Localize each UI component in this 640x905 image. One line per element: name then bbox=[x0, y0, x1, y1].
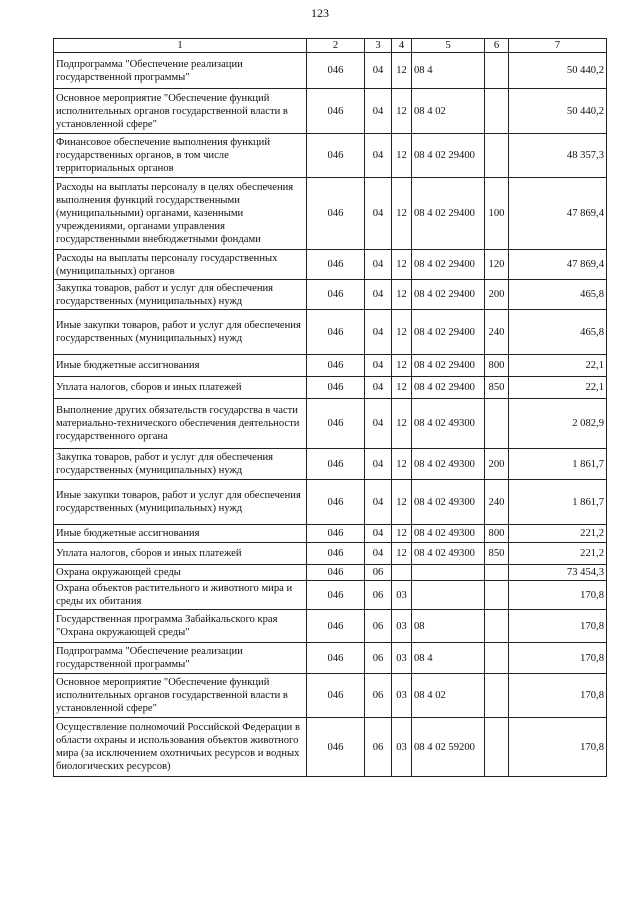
row-name-cell: Государственная программа Забайкальского края "Охрана окружающей среды" bbox=[54, 610, 307, 643]
row-name-cell: Охрана окружающей среды bbox=[54, 565, 307, 581]
section-cell: 04 bbox=[365, 89, 392, 134]
row-name-cell: Охрана объектов растительного и животного мира и среды их обитания bbox=[54, 581, 307, 610]
subsection-cell: 12 bbox=[392, 53, 412, 89]
target-article-cell: 08 4 bbox=[412, 643, 485, 674]
target-article-cell: 08 4 02 49300 bbox=[412, 399, 485, 449]
subsection-cell: 03 bbox=[392, 643, 412, 674]
admin-code-cell: 046 bbox=[307, 355, 365, 377]
expense-type-cell: 800 bbox=[485, 355, 509, 377]
admin-code-cell: 046 bbox=[307, 89, 365, 134]
column-number-row bbox=[54, 39, 607, 53]
row-name-cell: Иные закупки товаров, работ и услуг для обеспечения государственных (муниципальных) нужд bbox=[54, 310, 307, 355]
section-cell: 04 bbox=[365, 250, 392, 280]
admin-code-cell: 046 bbox=[307, 610, 365, 643]
table-row bbox=[54, 449, 607, 480]
section-cell: 04 bbox=[365, 543, 392, 565]
column-header: 4 bbox=[392, 39, 412, 53]
row-name-cell: Осуществление полномочий Российской Федерации в области охраны и использования объектов животного мира (за исключением охотничьих ресурсов и водных биологических ресурсов) bbox=[54, 718, 307, 777]
row-name-cell: Закупка товаров, работ и услуг для обеспечения государственных (муниципальных) нужд bbox=[54, 449, 307, 480]
section-cell: 06 bbox=[365, 674, 392, 718]
amount-cell: 465,8 bbox=[509, 310, 607, 355]
admin-code-cell: 046 bbox=[307, 525, 365, 543]
row-name-cell: Уплата налогов, сборов и иных платежей bbox=[54, 377, 307, 399]
expense-type-cell bbox=[485, 399, 509, 449]
amount-cell: 47 869,4 bbox=[509, 250, 607, 280]
table-header bbox=[54, 39, 607, 53]
row-name-cell: Основное мероприятие "Обеспечение функций исполнительных органов государственной власти в установленной сфере" bbox=[54, 89, 307, 134]
subsection-cell bbox=[392, 565, 412, 581]
amount-cell: 22,1 bbox=[509, 377, 607, 399]
expense-type-cell: 200 bbox=[485, 449, 509, 480]
amount-cell: 170,8 bbox=[509, 643, 607, 674]
table-row bbox=[54, 480, 607, 525]
expense-type-cell: 100 bbox=[485, 178, 509, 250]
expense-type-cell bbox=[485, 89, 509, 134]
section-cell: 04 bbox=[365, 178, 392, 250]
subsection-cell: 12 bbox=[392, 178, 412, 250]
amount-cell: 170,8 bbox=[509, 718, 607, 777]
subsection-cell: 03 bbox=[392, 718, 412, 777]
table-row bbox=[54, 355, 607, 377]
subsection-cell: 12 bbox=[392, 134, 412, 178]
expense-type-cell bbox=[485, 134, 509, 178]
target-article-cell: 08 4 bbox=[412, 53, 485, 89]
row-name-cell: Закупка товаров, работ и услуг для обеспечения государственных (муниципальных) нужд bbox=[54, 280, 307, 310]
target-article-cell: 08 4 02 59200 bbox=[412, 718, 485, 777]
amount-cell: 221,2 bbox=[509, 543, 607, 565]
page-number: 123 bbox=[311, 6, 329, 20]
table-row bbox=[54, 543, 607, 565]
amount-cell: 47 869,4 bbox=[509, 178, 607, 250]
amount-cell: 73 454,3 bbox=[509, 565, 607, 581]
subsection-cell: 03 bbox=[392, 610, 412, 643]
section-cell: 04 bbox=[365, 355, 392, 377]
admin-code-cell: 046 bbox=[307, 480, 365, 525]
subsection-cell: 12 bbox=[392, 525, 412, 543]
table-row bbox=[54, 399, 607, 449]
expense-type-cell: 240 bbox=[485, 310, 509, 355]
subsection-cell: 12 bbox=[392, 543, 412, 565]
table-row bbox=[54, 250, 607, 280]
admin-code-cell: 046 bbox=[307, 178, 365, 250]
admin-code-cell: 046 bbox=[307, 581, 365, 610]
admin-code-cell: 046 bbox=[307, 53, 365, 89]
admin-code-cell: 046 bbox=[307, 718, 365, 777]
amount-cell: 221,2 bbox=[509, 525, 607, 543]
column-header: 6 bbox=[485, 39, 509, 53]
table-row bbox=[54, 525, 607, 543]
table-row bbox=[54, 674, 607, 718]
subsection-cell: 12 bbox=[392, 449, 412, 480]
section-cell: 04 bbox=[365, 480, 392, 525]
expense-type-cell: 800 bbox=[485, 525, 509, 543]
target-article-cell: 08 4 02 29400 bbox=[412, 280, 485, 310]
admin-code-cell: 046 bbox=[307, 250, 365, 280]
expense-type-cell: 850 bbox=[485, 377, 509, 399]
amount-cell: 170,8 bbox=[509, 581, 607, 610]
subsection-cell: 12 bbox=[392, 89, 412, 134]
amount-cell: 170,8 bbox=[509, 674, 607, 718]
target-article-cell bbox=[412, 565, 485, 581]
table-row bbox=[54, 280, 607, 310]
amount-cell: 170,8 bbox=[509, 610, 607, 643]
expense-type-cell: 120 bbox=[485, 250, 509, 280]
expense-type-cell bbox=[485, 718, 509, 777]
admin-code-cell: 046 bbox=[307, 280, 365, 310]
row-name-cell: Подпрограмма "Обеспечение реализации государственной программы" bbox=[54, 643, 307, 674]
admin-code-cell: 046 bbox=[307, 310, 365, 355]
expense-type-cell bbox=[485, 674, 509, 718]
table-row bbox=[54, 310, 607, 355]
admin-code-cell: 046 bbox=[307, 543, 365, 565]
expense-type-cell bbox=[485, 610, 509, 643]
admin-code-cell: 046 bbox=[307, 565, 365, 581]
table-row bbox=[54, 89, 607, 134]
subsection-cell: 12 bbox=[392, 280, 412, 310]
row-name-cell: Финансовое обеспечение выполнения функций государственных органов, в том числе территориальных органов bbox=[54, 134, 307, 178]
expense-type-cell bbox=[485, 581, 509, 610]
row-name-cell: Иные бюджетные ассигнования bbox=[54, 525, 307, 543]
admin-code-cell: 046 bbox=[307, 377, 365, 399]
table-row bbox=[54, 565, 607, 581]
amount-cell: 50 440,2 bbox=[509, 89, 607, 134]
row-name-cell: Подпрограмма "Обеспечение реализации государственной программы" bbox=[54, 53, 307, 89]
subsection-cell: 03 bbox=[392, 581, 412, 610]
admin-code-cell: 046 bbox=[307, 399, 365, 449]
budget-table bbox=[53, 38, 607, 777]
admin-code-cell: 046 bbox=[307, 643, 365, 674]
target-article-cell: 08 4 02 29400 bbox=[412, 250, 485, 280]
target-article-cell: 08 4 02 29400 bbox=[412, 134, 485, 178]
amount-cell: 22,1 bbox=[509, 355, 607, 377]
column-header: 2 bbox=[307, 39, 365, 53]
table-row bbox=[54, 581, 607, 610]
column-header: 3 bbox=[365, 39, 392, 53]
admin-code-cell: 046 bbox=[307, 449, 365, 480]
table-row bbox=[54, 718, 607, 777]
amount-cell: 48 357,3 bbox=[509, 134, 607, 178]
target-article-cell: 08 4 02 bbox=[412, 89, 485, 134]
row-name-cell: Иные закупки товаров, работ и услуг для обеспечения государственных (муниципальных) нужд bbox=[54, 480, 307, 525]
amount-cell: 1 861,7 bbox=[509, 449, 607, 480]
amount-cell: 50 440,2 bbox=[509, 53, 607, 89]
row-name-cell: Расходы на выплаты персоналу государственных (муниципальных) органов bbox=[54, 250, 307, 280]
row-name-cell: Расходы на выплаты персоналу в целях обеспечения выполнения функций государственными (муниципальными) органами, казенными учреждениями, органами управления государственными внебюджетными фондами bbox=[54, 178, 307, 250]
subsection-cell: 12 bbox=[392, 480, 412, 525]
column-header: 7 bbox=[509, 39, 607, 53]
amount-cell: 2 082,9 bbox=[509, 399, 607, 449]
target-article-cell: 08 4 02 29400 bbox=[412, 310, 485, 355]
section-cell: 04 bbox=[365, 449, 392, 480]
row-name-cell: Основное мероприятие "Обеспечение функций исполнительных органов государственной власти в установленной сфере" bbox=[54, 674, 307, 718]
subsection-cell: 12 bbox=[392, 377, 412, 399]
expense-type-cell bbox=[485, 565, 509, 581]
target-article-cell: 08 4 02 29400 bbox=[412, 355, 485, 377]
target-article-cell: 08 bbox=[412, 610, 485, 643]
expense-type-cell bbox=[485, 53, 509, 89]
section-cell: 06 bbox=[365, 610, 392, 643]
target-article-cell: 08 4 02 49300 bbox=[412, 480, 485, 525]
target-article-cell bbox=[412, 581, 485, 610]
section-cell: 04 bbox=[365, 280, 392, 310]
subsection-cell: 12 bbox=[392, 399, 412, 449]
subsection-cell: 12 bbox=[392, 310, 412, 355]
amount-cell: 465,8 bbox=[509, 280, 607, 310]
target-article-cell: 08 4 02 49300 bbox=[412, 525, 485, 543]
section-cell: 06 bbox=[365, 718, 392, 777]
expense-type-cell: 240 bbox=[485, 480, 509, 525]
target-article-cell: 08 4 02 29400 bbox=[412, 178, 485, 250]
table-row bbox=[54, 377, 607, 399]
subsection-cell: 12 bbox=[392, 355, 412, 377]
section-cell: 04 bbox=[365, 377, 392, 399]
expense-type-cell: 200 bbox=[485, 280, 509, 310]
section-cell: 04 bbox=[365, 310, 392, 355]
subsection-cell: 03 bbox=[392, 674, 412, 718]
table-row bbox=[54, 643, 607, 674]
amount-cell: 1 861,7 bbox=[509, 480, 607, 525]
section-cell: 04 bbox=[365, 525, 392, 543]
section-cell: 04 bbox=[365, 134, 392, 178]
expense-type-cell bbox=[485, 643, 509, 674]
column-header: 1 bbox=[54, 39, 307, 53]
target-article-cell: 08 4 02 49300 bbox=[412, 449, 485, 480]
section-cell: 04 bbox=[365, 53, 392, 89]
row-name-cell: Выполнение других обязательств государства в части материально-технического обеспечения деятельности государственного органа bbox=[54, 399, 307, 449]
target-article-cell: 08 4 02 bbox=[412, 674, 485, 718]
section-cell: 04 bbox=[365, 399, 392, 449]
admin-code-cell: 046 bbox=[307, 674, 365, 718]
subsection-cell: 12 bbox=[392, 250, 412, 280]
table-body bbox=[54, 53, 607, 777]
table-row bbox=[54, 134, 607, 178]
row-name-cell: Иные бюджетные ассигнования bbox=[54, 355, 307, 377]
table-row bbox=[54, 610, 607, 643]
table-row bbox=[54, 178, 607, 250]
target-article-cell: 08 4 02 29400 bbox=[412, 377, 485, 399]
table-row bbox=[54, 53, 607, 89]
section-cell: 06 bbox=[365, 581, 392, 610]
expense-type-cell: 850 bbox=[485, 543, 509, 565]
admin-code-cell: 046 bbox=[307, 134, 365, 178]
section-cell: 06 bbox=[365, 643, 392, 674]
column-header: 5 bbox=[412, 39, 485, 53]
section-cell: 06 bbox=[365, 565, 392, 581]
row-name-cell: Уплата налогов, сборов и иных платежей bbox=[54, 543, 307, 565]
target-article-cell: 08 4 02 49300 bbox=[412, 543, 485, 565]
